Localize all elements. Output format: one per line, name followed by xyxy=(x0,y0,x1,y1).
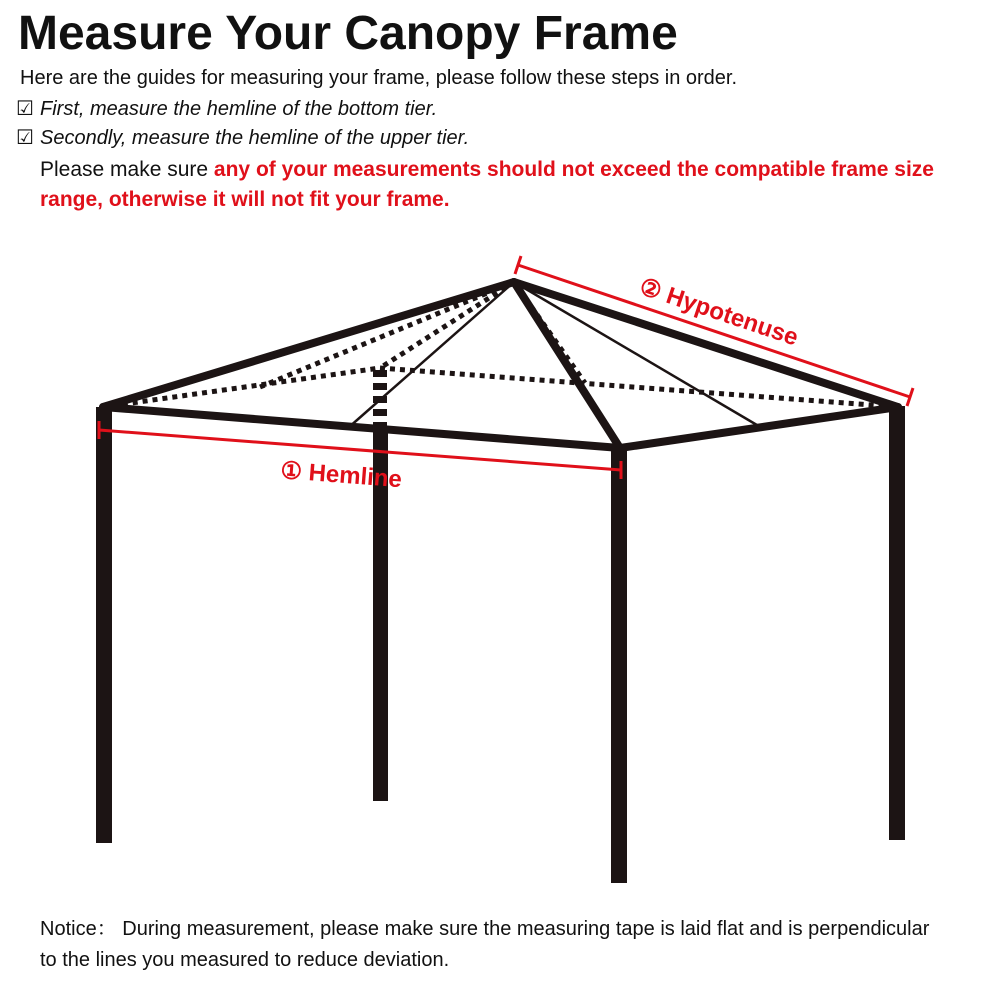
hypotenuse-label: ② Hypotenuse xyxy=(636,273,802,352)
pole-front-right xyxy=(889,406,905,840)
rafter-front-center xyxy=(514,282,620,448)
back-rafter-dotted xyxy=(380,282,514,368)
back-right-dotted-edge xyxy=(380,368,898,407)
pole-front-left xyxy=(96,407,112,843)
notice-label: Notice： xyxy=(40,918,117,940)
notice xyxy=(40,914,940,976)
poles xyxy=(96,406,905,883)
page-title: Measure Your Canopy Frame xyxy=(18,7,678,60)
step-first-text: First, measure the hemline of the bottom tier. xyxy=(40,98,438,120)
fit-warning-prefix: Please make sure xyxy=(40,158,214,181)
eave-front-left xyxy=(103,407,620,448)
back-left-dotted-edge xyxy=(103,368,380,407)
eave-front-right xyxy=(620,407,898,448)
check-icon: ☑ xyxy=(16,98,34,120)
fit-warning-highlight: any of your measurements should not exceed the compatible frame size range, otherwise it will not fit your frame. xyxy=(40,158,934,211)
rafter-front-left xyxy=(103,282,514,407)
notice-text: During measurement, please make sure the measuring tape is laid flat and is perpendicular to the lines you measured to reduce deviation. xyxy=(40,918,930,971)
check-icon: ☑ xyxy=(16,127,34,149)
pole-front-center xyxy=(611,448,627,883)
frame-bars xyxy=(103,282,898,448)
intro-text: Here are the guides for measuring your frame, please follow these steps in order. xyxy=(20,67,738,89)
step-second-text: Secondly, measure the hemline of the upper tier. xyxy=(40,127,470,149)
hemline-label: ① Hemline xyxy=(279,457,403,494)
